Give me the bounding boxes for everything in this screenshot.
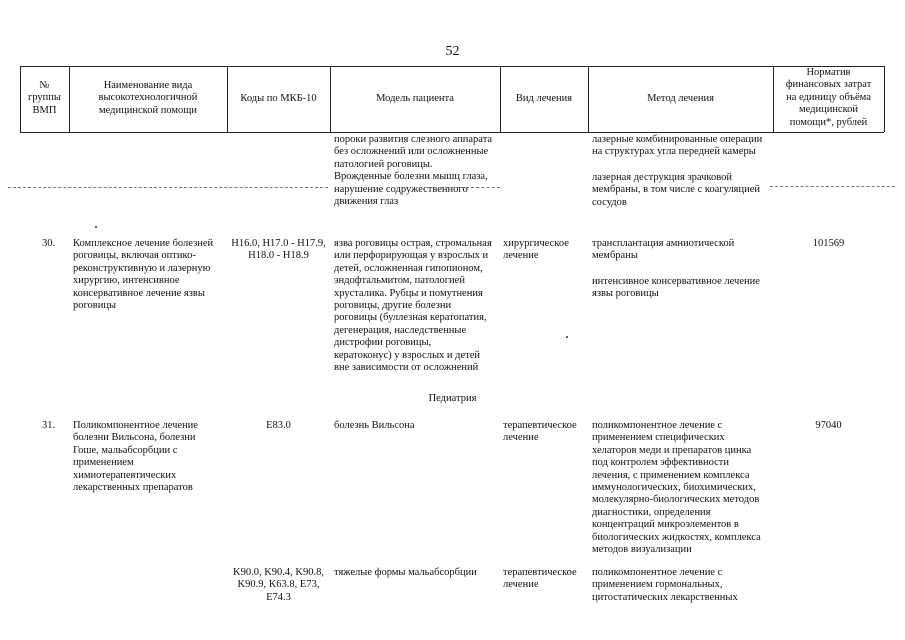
- scan-artifact-line: [770, 186, 895, 187]
- row-31-method-2: поликомпонентное лечение с применением гормональных, цитостатических лекарственных: [592, 567, 738, 603]
- row-30-patient-model: язва роговицы острая, стромальная или перфорирующая у взрослых и детей, осложненная гипопионом, эндофтальмитом, патологией хрусталика. Рубцы и помутнения роговицы, другие болезни роговицы (буллезная кератопатия, дегенерация, наследственные дистрофии роговицы, кератоконус) у взрослых и детей вне зависимости от осложнений: [334, 238, 492, 374]
- row-30-method-1: трансплантация амниотической мембраны: [592, 238, 735, 262]
- row-31-number: 31.: [42, 420, 56, 431]
- row-30-care-type: Комплексное лечение болезней роговицы, включая оптико- реконструктивную и лазерную хирургию, интенсивное консервативное лечение язвы роговицы: [73, 238, 214, 312]
- header-care-type: Наименование вида высокотехнологичной медицинской помощи: [98, 80, 198, 116]
- row-31-care-type: Поликомпонентное лечение болезни Вильсона, болезни Гоше, мальабсорбции с применением химиотерапевтических лекарственных препаратов: [73, 420, 198, 494]
- header-patient-model: Модель пациента: [376, 93, 454, 104]
- header-cost-norm: Норматив финансовых затрат на единицу объёма медицинской помощи*, рублей: [785, 67, 872, 128]
- row-31-patient-model-1: болезнь Вильсона: [334, 420, 415, 431]
- row-31-treatment-type-2: терапевтическое лечение: [503, 567, 577, 591]
- page-number: 52: [445, 44, 460, 59]
- row-30-number: 30.: [42, 238, 56, 249]
- row-31-patient-model-2: тяжелые формы мальабсорбции: [334, 567, 477, 578]
- scan-artifact-dot: [95, 226, 97, 228]
- row-30-method-2: интенсивное консервативное лечение язвы роговицы: [592, 276, 760, 300]
- row-31-icd-codes-1: E83.0: [266, 420, 291, 431]
- row-30-cost-norm: 101569: [812, 238, 845, 249]
- section-title: Педиатрия: [428, 393, 477, 404]
- scan-artifact-line: [440, 187, 500, 188]
- header-treatment-type: Вид лечения: [515, 93, 573, 104]
- continued-method-1: лазерные комбинированные операции на структурах угла передней камеры: [592, 134, 763, 158]
- row-30-treatment-type: хирургическое лечение: [503, 238, 569, 262]
- row-30-icd-codes: H16.0, H17.0 - H17.9, H18.0 - H18.9: [231, 238, 326, 262]
- row-31-cost-norm: 97040: [815, 420, 842, 431]
- header-treatment-method: Метод лечения: [647, 93, 714, 104]
- row-31-icd-codes-2: K90.0, K90.4, K90.8, K90.9, K63.8, E73, E74.3: [233, 567, 324, 603]
- header-bottom-rule: [20, 132, 884, 133]
- header-top-rule: [20, 66, 884, 67]
- scan-artifact-dot: [566, 336, 568, 338]
- row-31-method-1: поликомпонентное лечение с применением специфических хелаторов меди и препаратов цинка под контролем эффективности лечения, с применением комплекса иммунологических, биохимических, молекулярно-биологических методов диагностики, определения концентраций микроэлементов в биологических жидкостях, комплекса методов визуализации: [592, 420, 761, 556]
- continued-patient-model: пороки развития слезного аппарата без осложнений или осложненные патологией роговицы. Врожденные болезни мышц глаза, нарушение содружественного движения глаз: [334, 134, 493, 208]
- col-divider: [884, 66, 885, 132]
- continued-method-2: лазерная деструкция зрачковой мембраны, в том числе с коагуляцией сосудов: [592, 172, 761, 208]
- scan-artifact-line: [8, 187, 328, 188]
- header-icd-codes: Коды по МКБ-10: [240, 93, 317, 104]
- row-31-treatment-type-1: терапевтическое лечение: [503, 420, 577, 444]
- header-group-number: № группы ВМП: [28, 80, 61, 116]
